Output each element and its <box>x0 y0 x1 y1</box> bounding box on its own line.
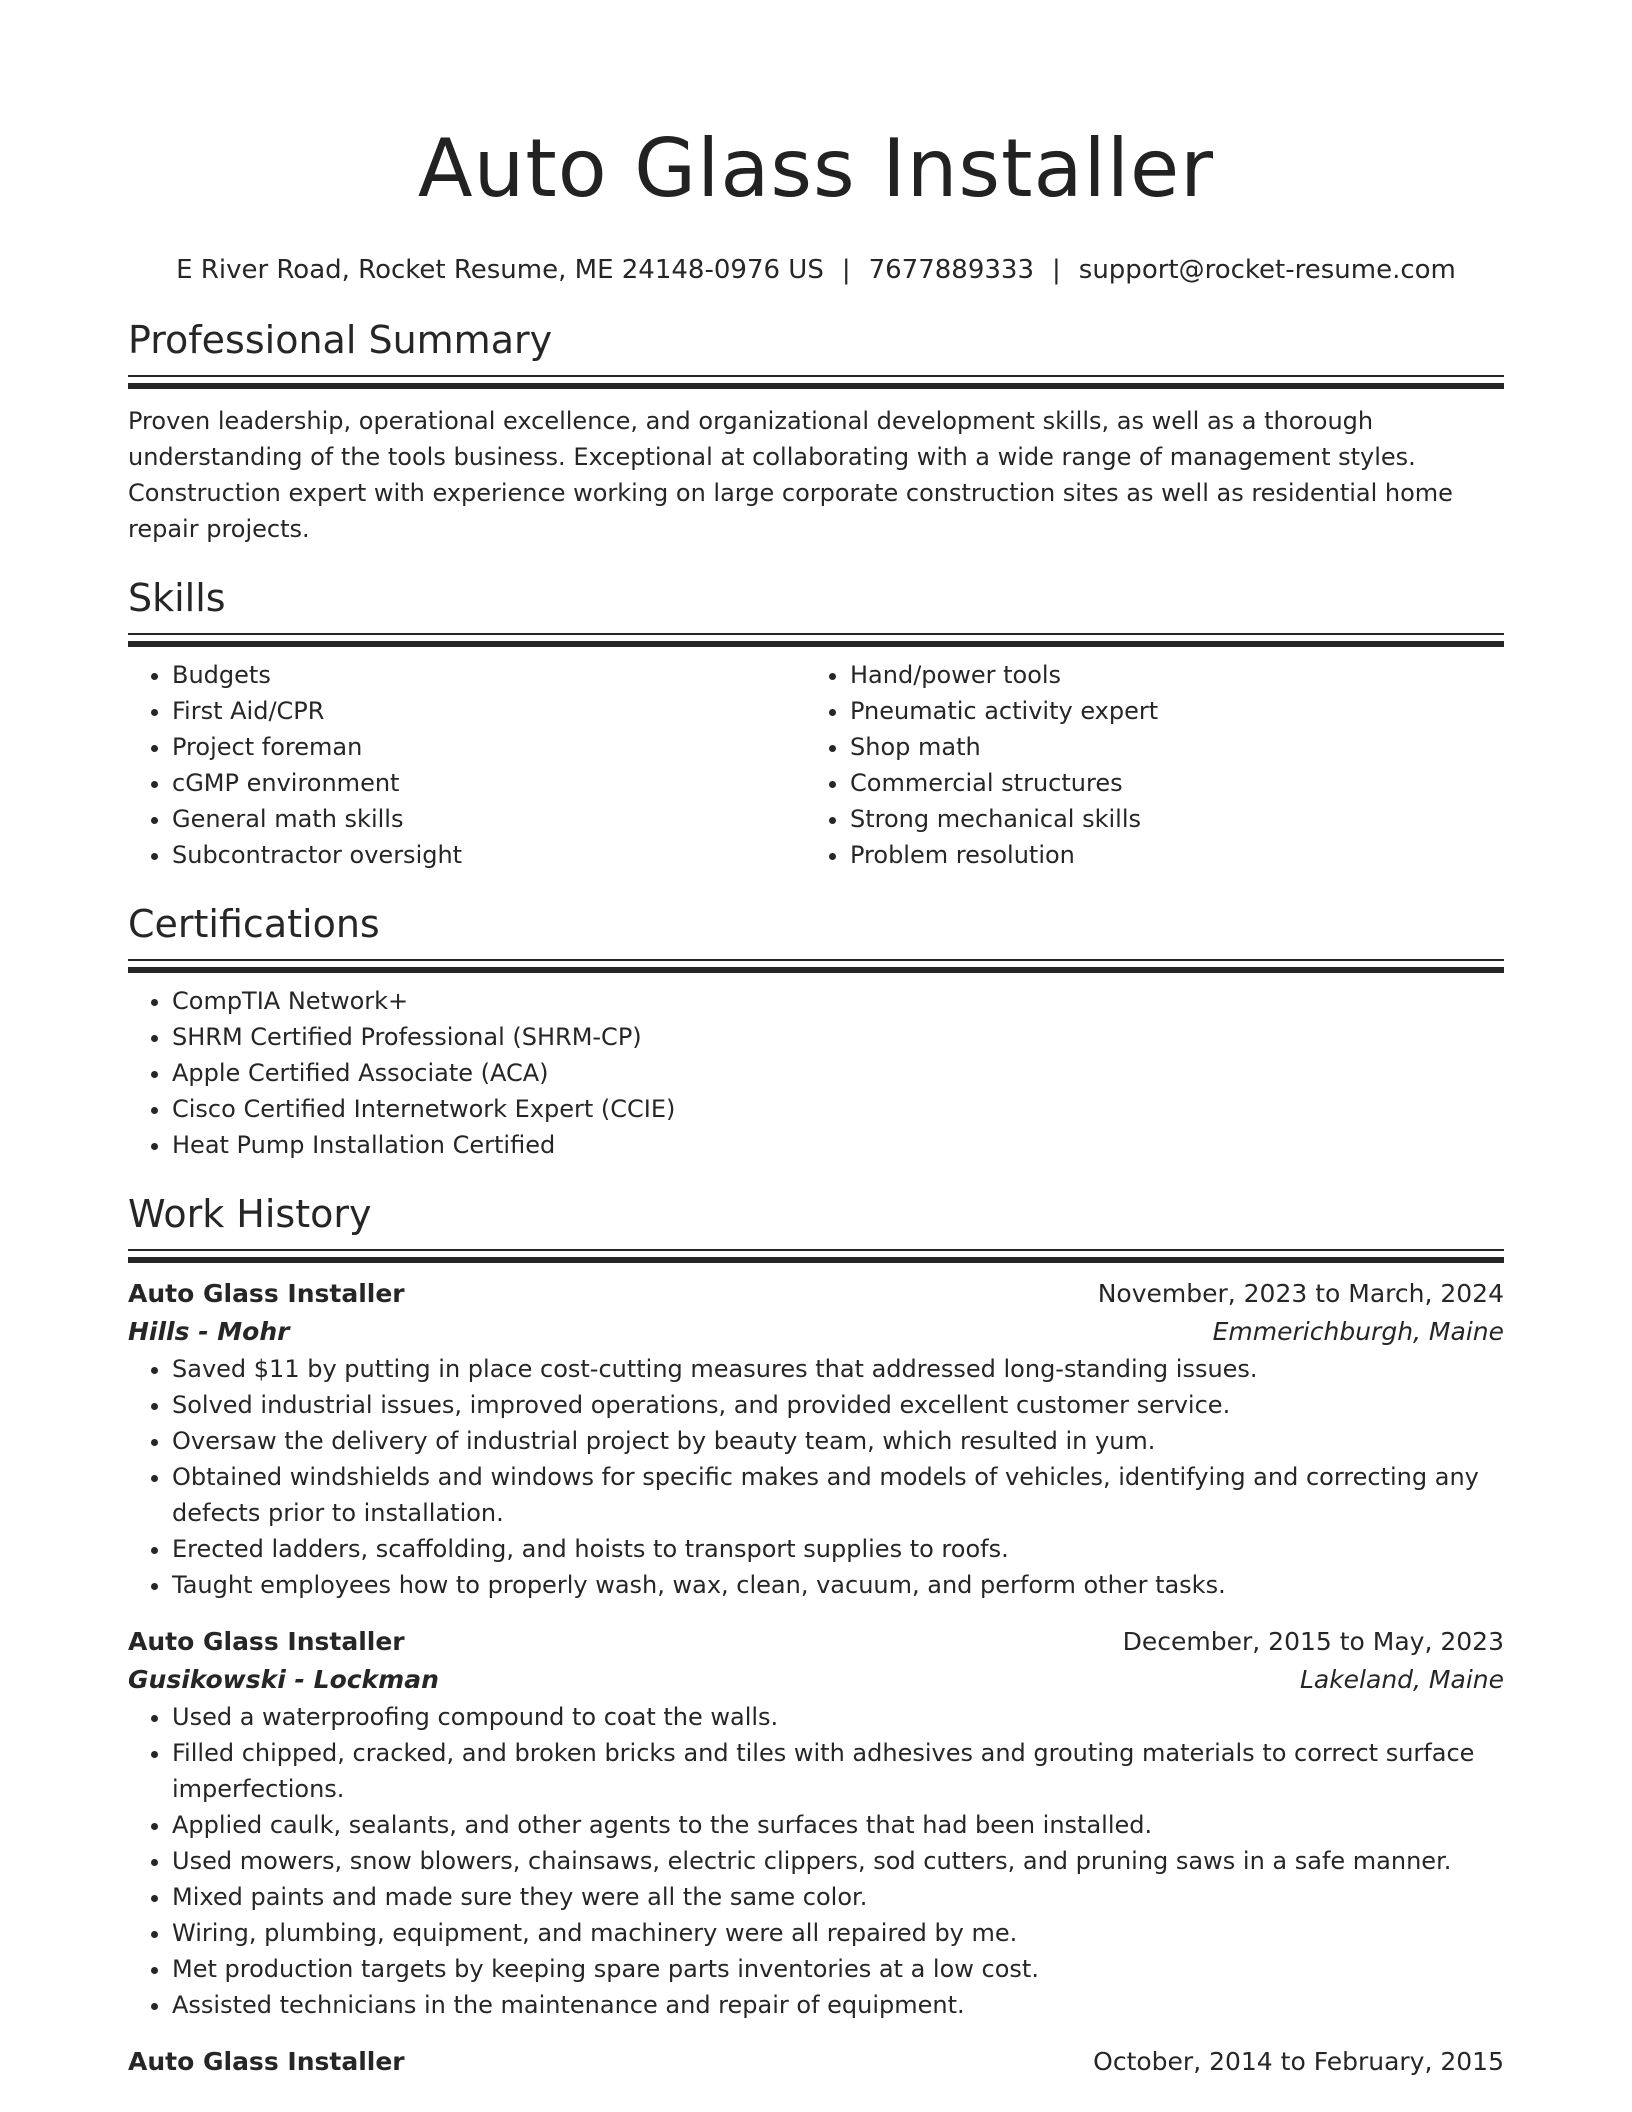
job-bullet: • Oversaw the delivery of industrial project by beauty team, which resulted in yum. <box>172 1423 1504 1459</box>
skill-item: • Shop math <box>850 729 1484 765</box>
section-divider <box>128 1249 1504 1263</box>
contact-address: E River Road, Rocket Resume, ME 24148-0976 US <box>176 255 824 285</box>
job-bullet: • Solved industrial issues, improved operations, and provided excellent customer service. <box>172 1387 1504 1423</box>
job-header <box>128 1623 1504 1661</box>
job-entry <box>128 2043 1504 2081</box>
skills-list-left <box>128 657 806 873</box>
job-bullet: • Erected ladders, scaffolding, and hoists to transport supplies to roofs. <box>172 1531 1504 1567</box>
job-bullets <box>128 1699 1504 2023</box>
skill-item: • First Aid/CPR <box>172 693 806 729</box>
summary-section <box>128 317 1504 547</box>
contact-separator: | <box>1052 255 1061 285</box>
skills-column-left <box>128 657 806 873</box>
job-bullet: • Met production targets by keeping spare parts inventories at a low cost. <box>172 1951 1504 1987</box>
job-subheader <box>128 1313 1504 1351</box>
job-title: Auto Glass Installer <box>128 2047 405 2076</box>
job-dates: October, 2014 to February, 2015 <box>1093 2047 1504 2076</box>
skills-grid <box>128 657 1504 873</box>
skill-item: • Problem resolution <box>850 837 1484 873</box>
job-company: Gusikowski - Lockman <box>128 1665 439 1694</box>
skills-list-right <box>806 657 1484 873</box>
skills-section <box>128 575 1504 873</box>
certification-item: • SHRM Certified Professional (SHRM-CP) <box>172 1019 1504 1055</box>
skills-heading: Skills <box>128 576 226 620</box>
job-bullet: • Obtained windshields and windows for specific makes and models of vehicles, identifying and correcting any defects prior to installation. <box>172 1459 1504 1531</box>
certifications-list <box>128 983 1504 1163</box>
contact-line <box>128 253 1504 287</box>
skill-item: • Project foreman <box>172 729 806 765</box>
skill-item: • Subcontractor oversight <box>172 837 806 873</box>
contact-email: support@rocket-resume.com <box>1078 255 1456 285</box>
certification-item: • Cisco Certified Internetwork Expert (CCIE) <box>172 1091 1504 1127</box>
certification-item: • Apple Certified Associate (ACA) <box>172 1055 1504 1091</box>
section-divider <box>128 375 1504 389</box>
certifications-heading: Certifications <box>128 902 380 946</box>
job-header <box>128 1275 1504 1313</box>
work-history-heading: Work History <box>128 1192 372 1236</box>
job-bullet: • Taught employees how to properly wash, wax, clean, vacuum, and perform other tasks. <box>172 1567 1504 1603</box>
skill-item: • General math skills <box>172 801 806 837</box>
job-location: Lakeland, Maine <box>1299 1665 1504 1694</box>
skill-item: • Hand/power tools <box>850 657 1484 693</box>
section-divider <box>128 633 1504 647</box>
job-dates: November, 2023 to March, 2024 <box>1097 1279 1504 1308</box>
section-divider <box>128 959 1504 973</box>
job-bullet: • Used mowers, snow blowers, chainsaws, electric clippers, sod cutters, and pruning saws in a safe manner. <box>172 1843 1504 1879</box>
job-location: Emmerichburgh, Maine <box>1212 1317 1504 1346</box>
skill-item: • Pneumatic activity expert <box>850 693 1484 729</box>
job-company: Hills - Mohr <box>128 1317 290 1346</box>
job-bullets <box>128 1351 1504 1603</box>
certification-item: • CompTIA Network+ <box>172 983 1504 1019</box>
job-bullet: • Mixed paints and made sure they were all the same color. <box>172 1879 1504 1915</box>
skill-item: • Commercial structures <box>850 765 1484 801</box>
contact-phone: 7677889333 <box>868 255 1035 285</box>
job-bullet: • Wiring, plumbing, equipment, and machinery were all repaired by me. <box>172 1915 1504 1951</box>
job-bullet: • Assisted technicians in the maintenance and repair of equipment. <box>172 1987 1504 2023</box>
summary-text: Proven leadership, operational excellence, and organizational development skills, as well as a thorough understanding of the tools business. Exceptional at collaborating with a wide range of management styles. Construction expert with experience working on large corporate construction sites as well as residential home repair projects. <box>128 407 1453 543</box>
job-title: Auto Glass Installer <box>128 1627 405 1656</box>
job-entry <box>128 1275 1504 1603</box>
resume-page <box>128 0 1504 2112</box>
contact-separator: | <box>841 255 851 285</box>
job-entry <box>128 1623 1504 2023</box>
skill-item: • Strong mechanical skills <box>850 801 1484 837</box>
certifications-section <box>128 901 1504 1163</box>
skills-column-right <box>806 657 1484 873</box>
job-subheader <box>128 1661 1504 1699</box>
resume-name: Auto Glass Installer <box>417 122 1215 215</box>
job-title: Auto Glass Installer <box>128 1279 405 1308</box>
job-bullet: • Filled chipped, cracked, and broken bricks and tiles with adhesives and grouting materials to correct surface imperfections. <box>172 1735 1504 1807</box>
job-header <box>128 2043 1504 2081</box>
job-bullet: • Saved $11 by putting in place cost-cutting measures that addressed long-standing issues. <box>172 1351 1504 1387</box>
skill-item: • cGMP environment <box>172 765 806 801</box>
skill-item: • Budgets <box>172 657 806 693</box>
job-bullet: • Used a waterproofing compound to coat the walls. <box>172 1699 1504 1735</box>
summary-heading: Professional Summary <box>128 318 553 362</box>
job-bullet: • Applied caulk, sealants, and other agents to the surfaces that had been installed. <box>172 1807 1504 1843</box>
job-dates: December, 2015 to May, 2023 <box>1122 1627 1504 1656</box>
work-history-section <box>128 1191 1504 2081</box>
certification-item: • Heat Pump Installation Certified <box>172 1127 1504 1163</box>
